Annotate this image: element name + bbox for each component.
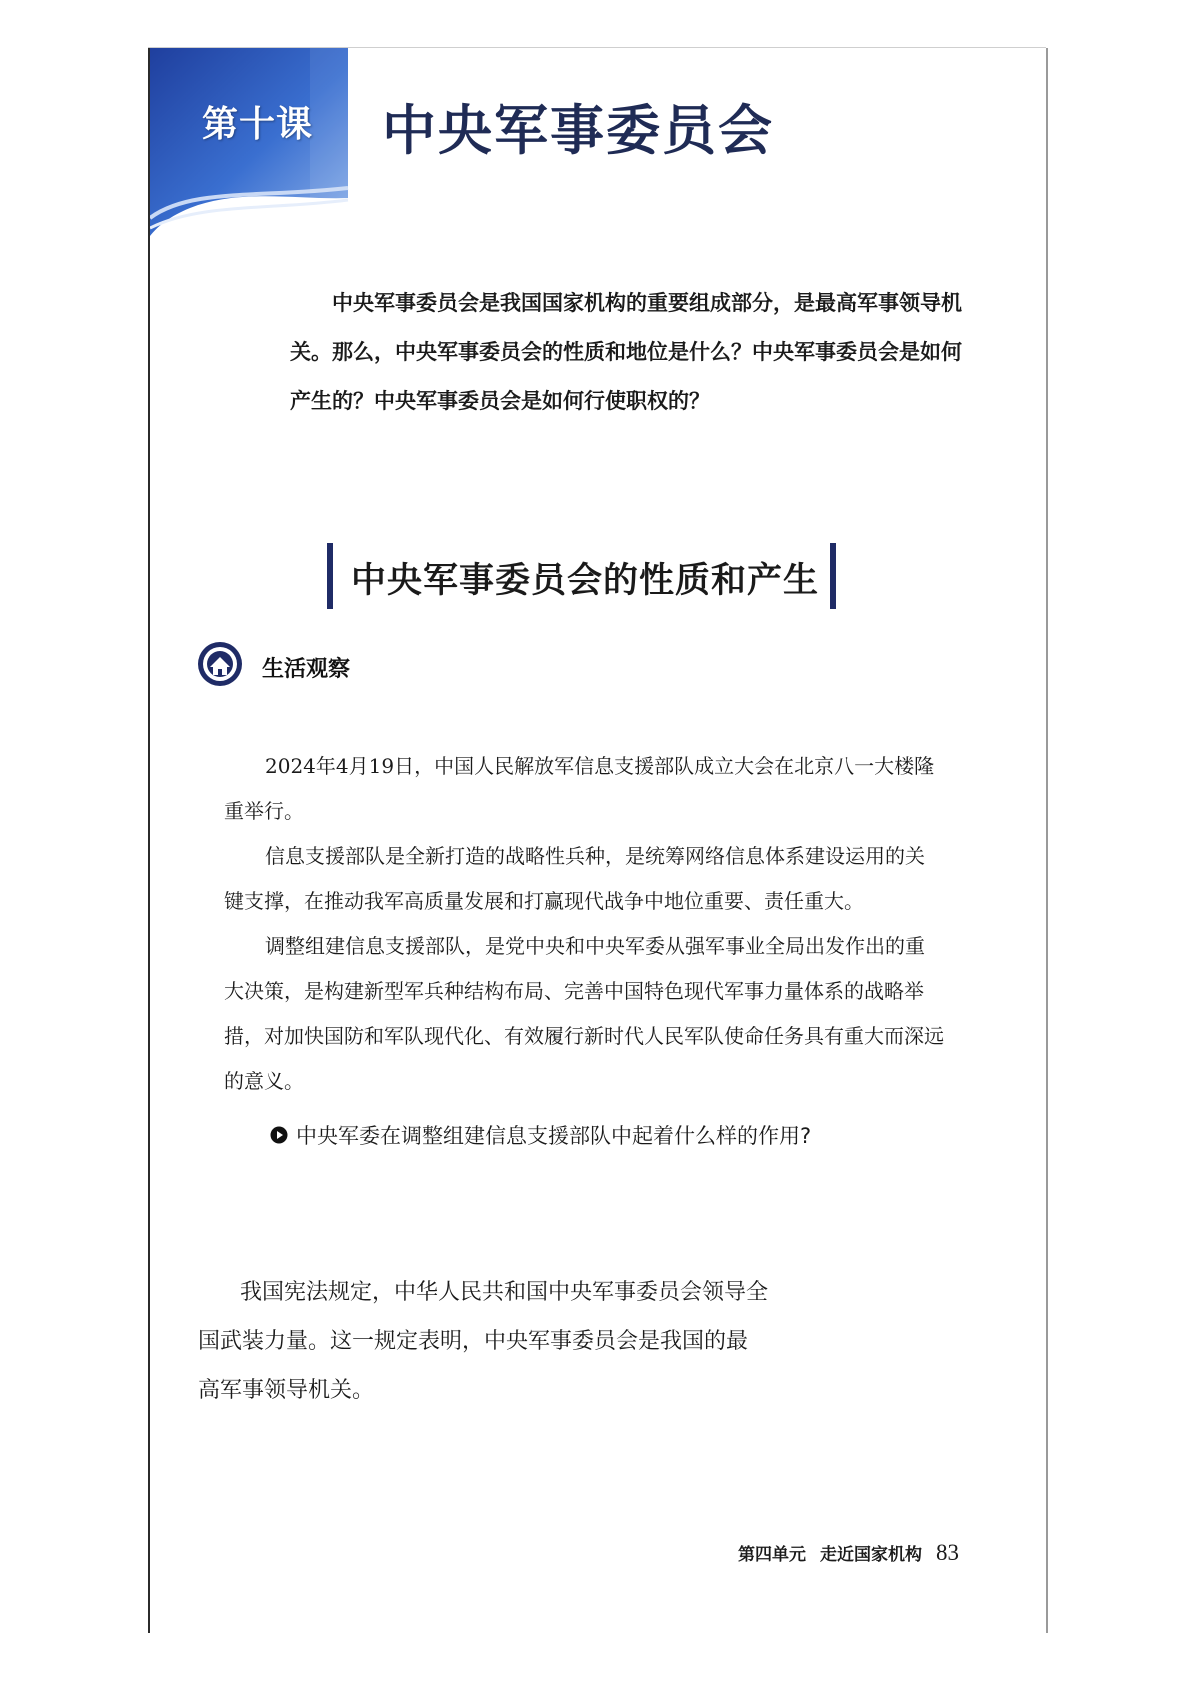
page-footer — [738, 1540, 959, 1566]
body-paragraph: 我国宪法规定，中华人民共和国中央军事委员会领导全国武装力量。这一规定表明，中央军事委员会是我国的最高军事领导机关。 — [198, 1280, 769, 1403]
case-paragraph: 信息支援部队是全新打造的战略性兵种，是统筹网络信息体系建设运用的关键支撑，在推动我军高质量发展和打赢现代战争中地位重要、责任重大。 — [224, 844, 925, 913]
case-paragraph: 2024年4月19日，中国人民解放军信息支援部队成立大会在北京八一大楼隆重举行。 — [224, 754, 935, 823]
page-right-edge — [1046, 48, 1048, 1633]
discussion-question — [270, 1120, 811, 1150]
page-number: 83 — [936, 1540, 959, 1565]
footer-unit-title: 走近国家机构 — [820, 1545, 922, 1565]
section-bar-left — [327, 543, 333, 609]
case-paragraph: 调整组建信息支援部队，是党中央和中央军委从强军事业全局出发作出的重大决策，是构建新型军兵种结构布局、完善中国特色现代军事力量体系的战略举措，对加快国防和军队现代化、有效履行新时代人民军队使命任务具有重大而深远的意义。 — [224, 934, 944, 1093]
page-left-edge — [148, 48, 150, 1633]
footer-unit: 第四单元 — [738, 1545, 806, 1565]
section-title: 中央军事委员会的性质和产生 — [350, 560, 819, 601]
lesson-number: 第十课 — [202, 104, 314, 145]
play-bullet-icon — [270, 1126, 288, 1144]
house-icon — [197, 641, 243, 687]
observation-label: 生活观察 — [262, 657, 351, 682]
lesson-title: 中央军事委员会 — [382, 98, 774, 162]
question-text: 中央军委在调整组建信息支援部队中起着什么样的作用? — [296, 1124, 812, 1148]
observation-case — [224, 744, 944, 1104]
intro-paragraph: 中央军事委员会是我国国家机构的重要组成部分，是最高军事领导机关。那么，中央军事委员会的性质和地位是什么？中央军事委员会是如何产生的？中央军事委员会是如何行使职权的？ — [290, 290, 962, 413]
section-bar-right — [830, 543, 836, 609]
